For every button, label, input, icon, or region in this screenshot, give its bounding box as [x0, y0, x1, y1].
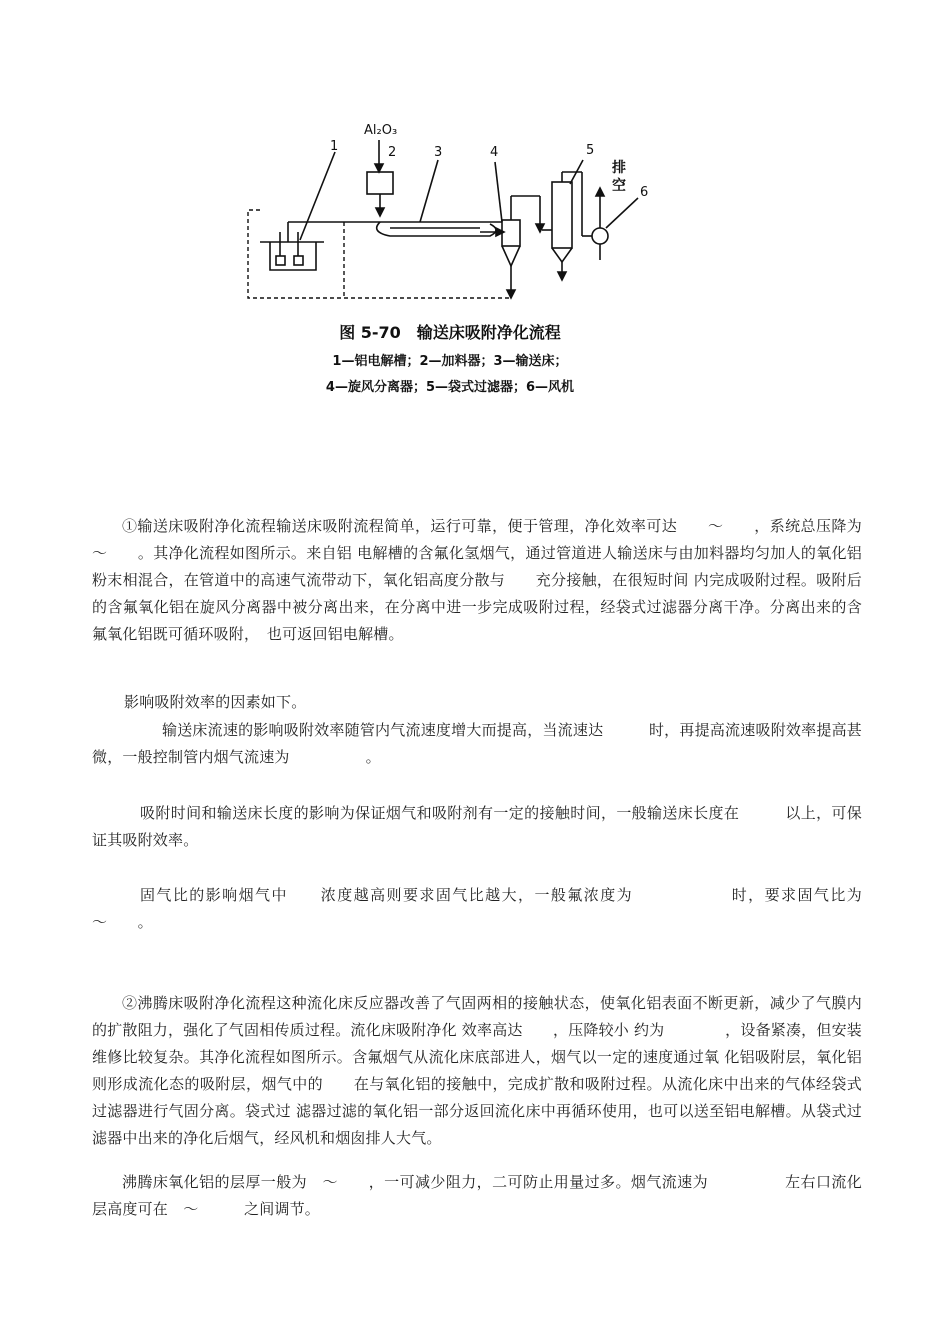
paragraph-bed-thickness — [92, 1169, 862, 1223]
paragraph-text: 影响吸附效率的因素如下。 — [124, 693, 307, 711]
paragraph-factors-heading — [92, 689, 862, 716]
paragraph-adsorption-time — [92, 800, 862, 854]
paragraph-conveyor-bed-process — [92, 513, 893, 648]
paragraph-text: 沸腾床氧化铝的层厚一般为 ～ ，一可减少阻力，二可防止用量过多。烟气流速为 左右口流化层高度可在 ～ 之间调节。 — [92, 1173, 862, 1218]
paragraph-text: ①输送床吸附净化流程输送床吸附流程简单，运行可靠，便于管理，净化效率可达 ～ ，系统总压降为 ～ 。其净化流程如图所示。来自铝 电解槽的含氟化氢烟气，通过管道进人输送床与由加料器均匀加人的氧化铝粉末相混合，在管道中的高速气流带动下，氧化铝高度分散与 充分接触，在很短时间 内完成吸附过程。吸附后的含氟氧化铝在旋风分离器中被分离出来，在分离中进一步完成吸附过程，经袋式过滤器分离干净。分离出来的含氟氧化铝既可循环吸附， 也可返回铝电解槽。 — [92, 517, 893, 643]
flow-diagram — [240, 110, 660, 410]
alumina-feed-label: Al₂O₃ — [364, 123, 398, 138]
paragraph-text: 输送床流速的影响吸附效率随管内气流速度增大而提高，当流速达 时，再提高流速吸附效率提高甚微，一般控制管内烟气流速为 。 — [92, 721, 862, 766]
label-4: 4 — [490, 145, 499, 160]
figure-caption-title: 图 5-70 输送床吸附净化流程 — [339, 323, 561, 342]
label-1: 1 — [330, 139, 339, 154]
paragraph-fluidized-bed-process — [92, 990, 862, 1152]
flow-diagram-drawing — [240, 110, 660, 310]
paragraph-text: 吸附时间和输送床长度的影响为保证烟气和吸附剂有一定的接触时间，一般输送床长度在 以上，可保证其吸附效率。 — [92, 804, 862, 849]
paragraph-flow-speed — [92, 717, 862, 771]
paragraph-text: 固气比的影响烟气中 浓度越高则要求固气比越大，一般氟浓度为 时，要求固气比为 ～ 。 — [92, 886, 878, 931]
paragraph-solid-gas-ratio — [92, 882, 878, 936]
paragraph-text: ②沸腾床吸附净化流程这种流化床反应器改善了气固两相的接触状态，使氧化铝表面不断更新，减少了气膜内的扩散阻力，强化了气固相传质过程。流化床吸附净化 效率高达 ，压降较小 约为 ，设备紧凑，但安装维修比较复杂。其净化流程如图所示。含氟烟气从流化床底部进人，烟气以一定的速度通过氧 化铝吸附层，氧化铝则形成流化态的吸附层，烟气中的 在与氧化铝的接触中，完成扩散和吸附过程。从流化床中出来的气体经袋式过滤器进行气固分离。袋式过 滤器过滤的氧化铝一部分返回流化床中再循环使用，也可以送至铝电解槽。从袋式过滤器中出来的净化后烟气，经风机和烟囱排人大气。 — [92, 994, 862, 1147]
label-6: 6 — [640, 185, 649, 200]
label-3: 3 — [434, 145, 443, 160]
exhaust-label-top: 排 — [612, 160, 626, 176]
figure-caption-line-2: 4—旋风分离器；5—袋式过滤器；6—风机 — [325, 380, 575, 395]
label-2: 2 — [388, 145, 397, 160]
exhaust-label-bottom: 空 — [612, 178, 626, 194]
label-5: 5 — [586, 143, 595, 158]
figure-caption-line-1: 1—铝电解槽；2—加料器；3—输送床； — [332, 354, 568, 369]
